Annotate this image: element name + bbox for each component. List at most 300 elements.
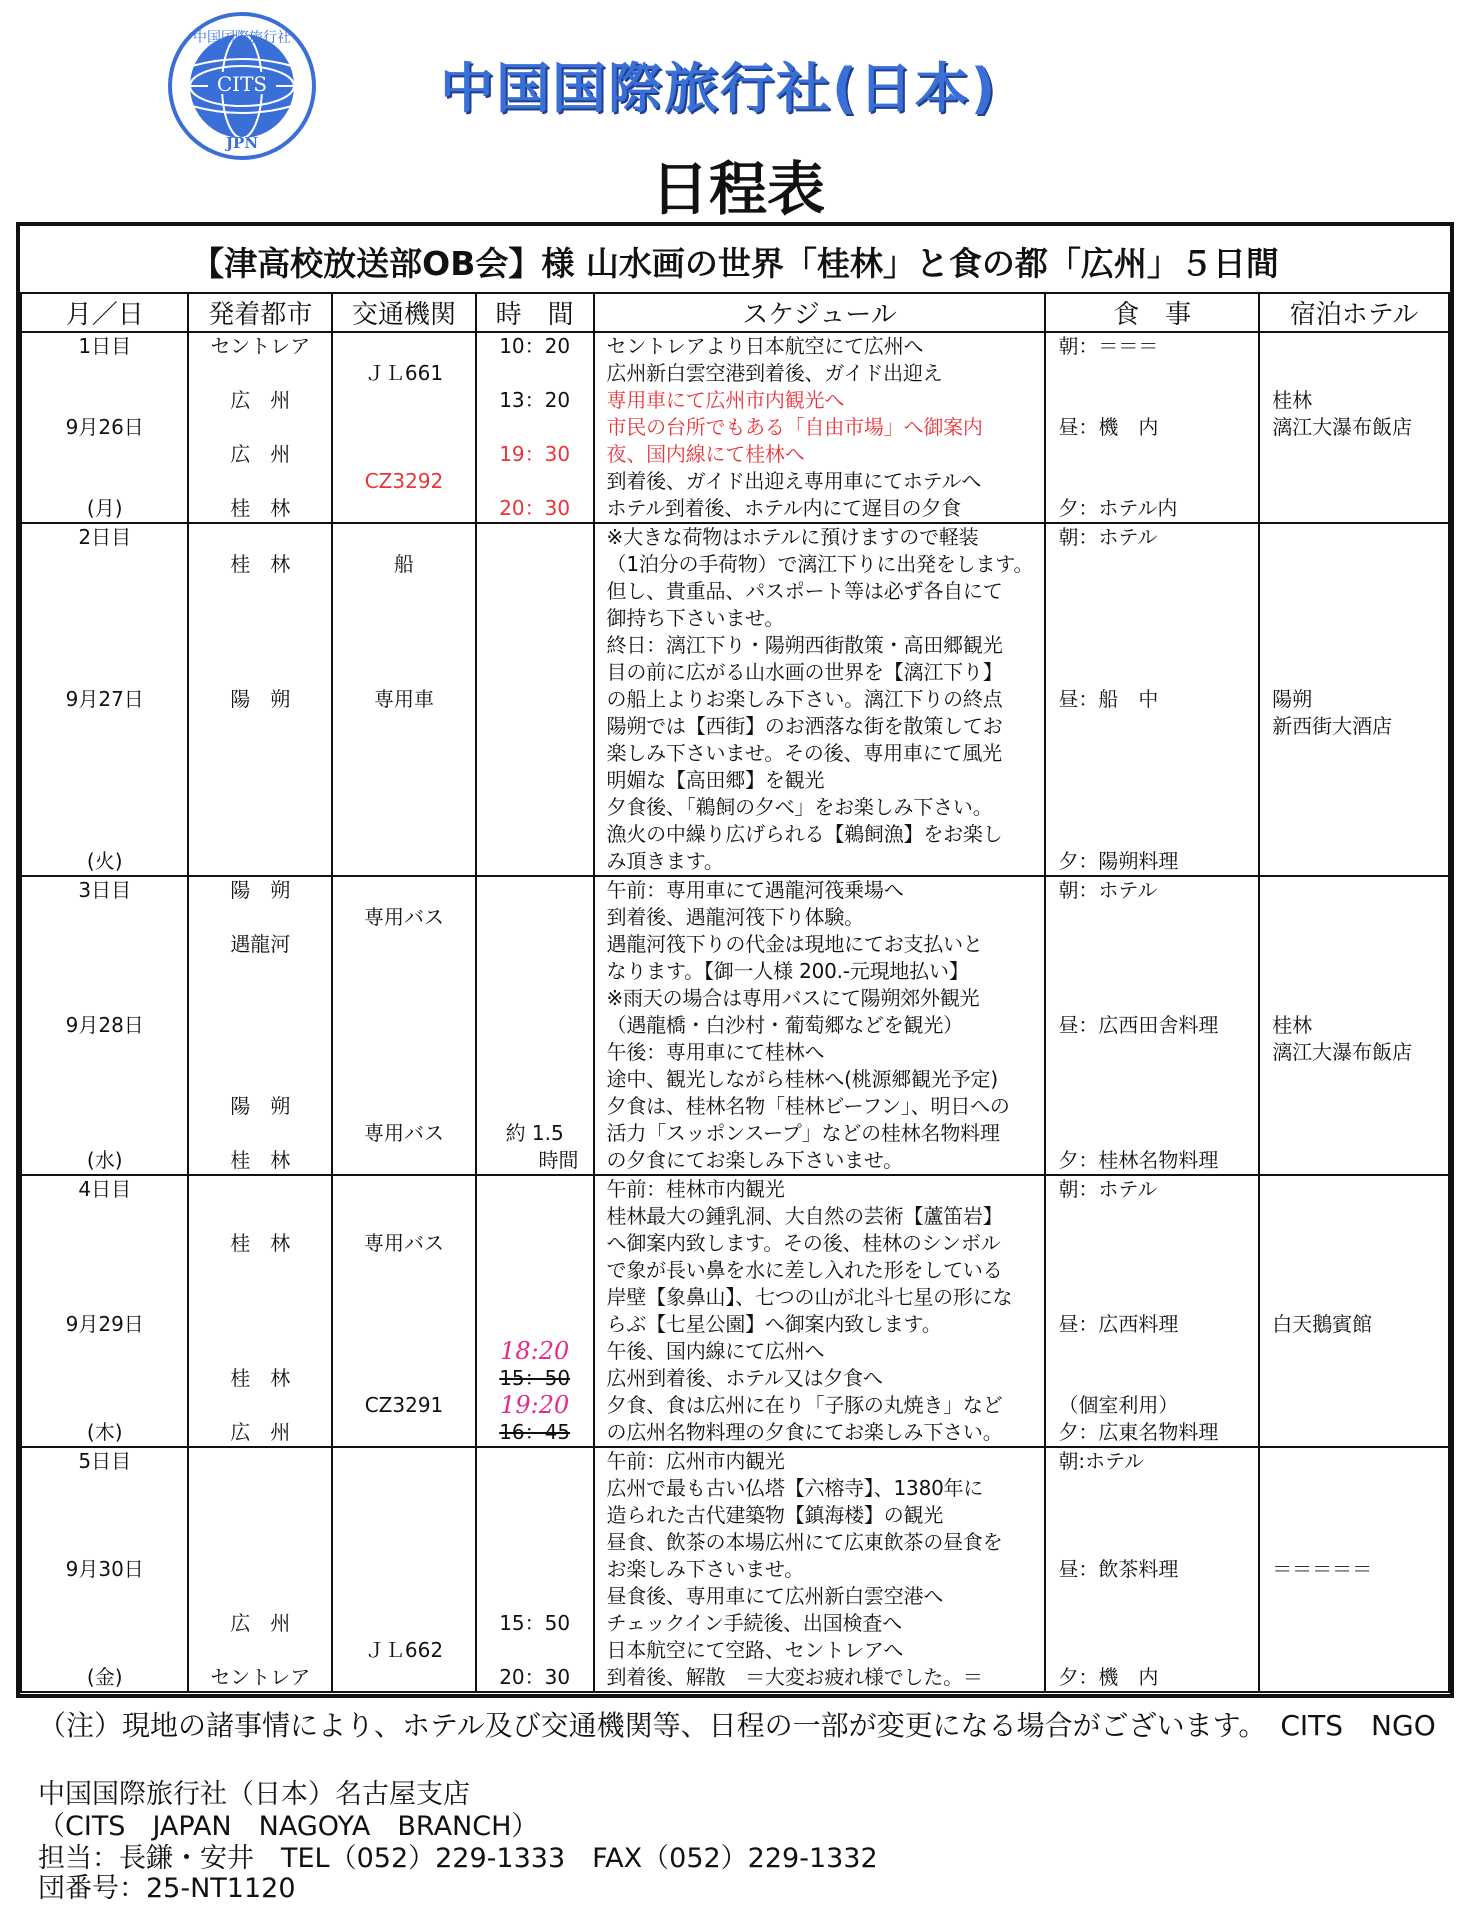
schedule-text: ※雨天の場合は専用バスにて陽朔郊外観光 [606, 986, 980, 1010]
city-text: 広 州 [230, 388, 291, 412]
blank-line [1260, 931, 1448, 958]
blank-line [1046, 1610, 1258, 1637]
blank-line [1046, 794, 1258, 821]
schedule-text: ※大きな荷物はホテルに預けますので軽装 [606, 525, 979, 549]
blank-line [1046, 468, 1258, 495]
blank-line [1260, 985, 1448, 1012]
blank-line [1260, 1093, 1448, 1120]
blank-line [22, 713, 187, 740]
blank-line [477, 1093, 593, 1120]
blank-line [1260, 1066, 1448, 1093]
time-text: 19:20 [500, 1392, 570, 1419]
blank-line [477, 767, 593, 794]
blank-line [1046, 1257, 1258, 1284]
blank-line [22, 1392, 187, 1419]
blank-line [477, 686, 593, 713]
meals-text: 夕：陽朔料理 [1058, 849, 1179, 873]
blank-line [477, 985, 593, 1012]
blank-line [1260, 877, 1448, 904]
blank-line [333, 414, 475, 441]
blank-line [1046, 1203, 1258, 1230]
blank-line [333, 767, 475, 794]
blank-line [1260, 632, 1448, 659]
city-text: 桂 林 [230, 552, 291, 576]
blank-line [1046, 1583, 1258, 1610]
blank-line [477, 1039, 593, 1066]
blank-line [333, 1093, 475, 1120]
blank-line [1046, 931, 1258, 958]
blank-line [189, 1637, 331, 1664]
blank-line [189, 1203, 331, 1230]
schedule-cell [594, 1175, 1046, 1447]
blank-line [477, 877, 593, 904]
hotel-text: 桂林 [1272, 1013, 1313, 1037]
blank-line [189, 848, 331, 875]
blank-line [22, 441, 187, 468]
blank-line [477, 468, 593, 495]
blank-line [1260, 1176, 1448, 1203]
schedule-text: 午前：桂林市内観光 [606, 1177, 785, 1201]
date-text: (水) [86, 1148, 123, 1172]
blank-line [477, 1502, 593, 1529]
schedule-text: 漁火の中繰り広げられる【鵜飼漁】をお楽し [606, 822, 1003, 846]
schedule-text: み頂きます。 [606, 849, 724, 873]
day-row [21, 1447, 1449, 1692]
blank-line [1260, 524, 1448, 551]
blank-line [333, 877, 475, 904]
blank-line [22, 767, 187, 794]
blank-line [189, 1039, 331, 1066]
blank-line [189, 1066, 331, 1093]
blank-line [333, 1583, 475, 1610]
blank-line [333, 605, 475, 632]
blank-line [22, 605, 187, 632]
col-header-date: 月／日 [21, 293, 188, 332]
meals-cell [1045, 332, 1259, 523]
hotel-cell [1259, 1175, 1449, 1447]
blank-line [477, 794, 593, 821]
blank-line [189, 713, 331, 740]
city-cell [188, 1447, 332, 1692]
blank-line [477, 931, 593, 958]
day-row [21, 1175, 1449, 1447]
blank-line [22, 740, 187, 767]
date-text: (金) [86, 1665, 123, 1689]
col-header-hotel: 宿泊ホテル [1259, 293, 1449, 332]
meals-text: 朝：ホテル [1058, 525, 1158, 549]
blank-line [1260, 1338, 1448, 1365]
schedule-text: 目の前に広がる山水画の世界を【漓江下り】 [606, 660, 1003, 684]
blank-line [333, 495, 475, 522]
blank-line [22, 1365, 187, 1392]
blank-line [477, 1311, 593, 1338]
city-text: セントレア [210, 1665, 311, 1689]
blank-line [22, 659, 187, 686]
date-text: (月) [86, 496, 123, 520]
schedule-text: 但し、貴重品、パスポート等は必ず各自にて [606, 579, 1003, 603]
blank-line [22, 1039, 187, 1066]
meals-text: 夕：機 内 [1058, 1665, 1159, 1689]
time-text: 16：45 [499, 1420, 571, 1444]
meals-text: 夕：広東名物料理 [1058, 1420, 1219, 1444]
hotel-text: 白天鵝賓館 [1272, 1312, 1373, 1336]
time-text: 20：30 [499, 1665, 571, 1689]
schedule-text: 明媚な【高田郷】を観光 [606, 768, 825, 792]
transport-text: 専用バス [363, 1231, 444, 1255]
blank-line [1046, 1284, 1258, 1311]
blank-line [189, 1448, 331, 1475]
blank-line [189, 1502, 331, 1529]
blank-line [1046, 632, 1258, 659]
blank-line [22, 468, 187, 495]
city-text: 陽 朔 [230, 687, 291, 711]
blank-line [333, 1610, 475, 1637]
time-cell [476, 1175, 594, 1447]
transport-cell [332, 876, 476, 1175]
blank-line [189, 578, 331, 605]
hotel-text: ＝＝＝＝＝ [1272, 1557, 1373, 1581]
blank-line [477, 1448, 593, 1475]
blank-line [1046, 713, 1258, 740]
blank-line [189, 1556, 331, 1583]
blank-line [22, 1066, 187, 1093]
hotel-cell [1259, 1447, 1449, 1692]
blank-line [1046, 1365, 1258, 1392]
city-cell [188, 523, 332, 876]
blank-line [333, 740, 475, 767]
blank-line [22, 1637, 187, 1664]
blank-line [1046, 551, 1258, 578]
blank-line [189, 1120, 331, 1147]
blank-line [1260, 1583, 1448, 1610]
hotel-text: 漓江大瀑布飯店 [1272, 415, 1413, 439]
city-text: 桂 林 [230, 1231, 291, 1255]
date-text: 9月30日 [65, 1557, 144, 1581]
schedule-table [20, 292, 1450, 1693]
change-notice: （注）現地の諸事情により、ホテル及び交通機関等、日程の一部が変更になる場合がございます。 CITS NGO [38, 1709, 1436, 1742]
schedule-text: チェックイン手続後、出国検査へ [606, 1611, 902, 1635]
transport-text: ＪＬ661 [364, 361, 444, 385]
schedule-text: 途中、観光しながら桂林へ(桃源郷観光予定) [606, 1067, 998, 1091]
blank-line [189, 1583, 331, 1610]
time-cell [476, 332, 594, 523]
schedule-text: 楽しみ下さいませ。その後、専用車にて風光 [606, 741, 1002, 765]
blank-line [1260, 794, 1448, 821]
city-cell [188, 332, 332, 523]
blank-line [333, 387, 475, 414]
blank-line [189, 1338, 331, 1365]
day-row [21, 523, 1449, 876]
time-text: 10：20 [499, 334, 571, 358]
logo-top-text: 中国国際旅行社 [193, 30, 291, 46]
date-cell [21, 1175, 188, 1447]
time-cell [476, 523, 594, 876]
blank-line [1260, 1147, 1448, 1174]
blank-line [1260, 1230, 1448, 1257]
blank-line [189, 524, 331, 551]
schedule-text: 到着後、ガイド出迎え専用車にてホテルへ [606, 469, 982, 493]
blank-line [1046, 1529, 1258, 1556]
blank-line [1260, 740, 1448, 767]
blank-line [22, 985, 187, 1012]
meals-text: 夕：ホテル内 [1058, 496, 1178, 520]
blank-line [22, 1583, 187, 1610]
blank-line [1260, 1529, 1448, 1556]
schedule-cell [594, 332, 1046, 523]
blank-line [189, 605, 331, 632]
blank-line [22, 1338, 187, 1365]
blank-line [477, 1284, 593, 1311]
schedule-cell [594, 1447, 1046, 1692]
blank-line [333, 985, 475, 1012]
transport-text: CZ3291 [364, 1393, 444, 1417]
blank-line [22, 794, 187, 821]
blank-line [333, 794, 475, 821]
schedule-text: なります。【御一人様 200.-元現地払い】 [606, 959, 969, 983]
time-text: 時間 [538, 1148, 579, 1172]
blank-line [189, 360, 331, 387]
blank-line [477, 360, 593, 387]
blank-line [333, 1012, 475, 1039]
logo-middle-text: CITS [216, 72, 268, 96]
footer-group-number: 団番号：25-NT1120 [38, 1873, 296, 1904]
schedule-text: で象が長い鼻を水に差し入れた形をしている [606, 1258, 1003, 1282]
schedule-cell [594, 523, 1046, 876]
blank-line [477, 1637, 593, 1664]
blank-line [22, 1529, 187, 1556]
city-text: 陽 朔 [230, 878, 291, 902]
blank-line [1260, 1664, 1448, 1691]
date-text: (木) [86, 1420, 123, 1444]
footer-contact: 担当：長鎌・安井 TEL（052）229-1333 FAX（052）229-1332 [38, 1843, 878, 1874]
col-header-schedule: スケジュール [594, 293, 1046, 332]
schedule-text: 活力「スッポンスープ」などの桂林名物料理 [606, 1121, 1000, 1145]
schedule-text: （1泊分の手荷物）で漓江下りに出発をします。 [606, 552, 1034, 576]
time-cell [476, 1447, 594, 1692]
blank-line [1046, 740, 1258, 767]
schedule-text: 遇龍河筏下りの代金は現地にてお支払いと [606, 932, 983, 956]
date-cell [21, 876, 188, 1175]
meals-text: 夕：桂林名物料理 [1058, 1148, 1219, 1172]
footer-branch-english: （CITS JAPAN NAGOYA BRANCH） [38, 1811, 539, 1842]
city-text: 広 州 [230, 1611, 291, 1635]
meals-text: 昼：広西田舎料理 [1058, 1013, 1219, 1037]
schedule-text: （遇龍橋・白沙村・葡萄郷などを観光） [606, 1013, 963, 1037]
blank-line [333, 931, 475, 958]
blank-line [477, 1066, 593, 1093]
blank-line [1260, 1475, 1448, 1502]
meals-text: 昼：機 内 [1058, 415, 1159, 439]
transport-text: ＪＬ662 [364, 1638, 444, 1662]
table-header-row [21, 293, 1449, 332]
city-cell [188, 876, 332, 1175]
blank-line [189, 1284, 331, 1311]
blank-line [1260, 1203, 1448, 1230]
schedule-text: ホテル到着後、ホテル内にて遅目の夕食 [606, 496, 961, 520]
time-text: 15：50 [499, 1366, 571, 1390]
blank-line [1046, 605, 1258, 632]
schedule-text: 桂林最大の鍾乳洞、大自然の芸術【蘆笛岩】 [606, 1204, 1003, 1228]
schedule-text: 午前：広州市内観光 [606, 1449, 785, 1473]
blank-line [333, 1147, 475, 1174]
blank-line [1046, 1093, 1258, 1120]
meals-text: 昼：船 中 [1058, 687, 1159, 711]
schedule-text: 昼食、飲茶の本場広州にて広東飲茶の昼食を [606, 1530, 1003, 1554]
blank-line [477, 659, 593, 686]
blank-line [189, 1176, 331, 1203]
blank-line [1260, 1419, 1448, 1446]
blank-line [1260, 333, 1448, 360]
col-header-time: 時 間 [476, 293, 594, 332]
date-text: (火) [86, 849, 123, 873]
city-text: 桂 林 [230, 496, 291, 520]
blank-line [333, 958, 475, 985]
blank-line [189, 740, 331, 767]
blank-line [477, 821, 593, 848]
blank-line [189, 904, 331, 931]
time-text: 20：30 [499, 496, 571, 520]
blank-line [333, 441, 475, 468]
blank-line [1260, 958, 1448, 985]
blank-line [333, 1556, 475, 1583]
blank-line [477, 740, 593, 767]
hotel-text: 陽朔 [1272, 687, 1313, 711]
blank-line [1046, 1066, 1258, 1093]
time-text: 15：50 [499, 1611, 571, 1635]
blank-line [477, 578, 593, 605]
transport-text: 専用車 [373, 687, 434, 711]
schedule-text: 夕食、食は広州に在り「子豚の丸焼き」など [606, 1393, 1003, 1417]
blank-line [1260, 441, 1448, 468]
transport-cell [332, 523, 476, 876]
blank-line [477, 904, 593, 931]
city-cell [188, 1175, 332, 1447]
schedule-text: 広州新白雲空港到着後、ガイド出迎え [606, 361, 943, 385]
blank-line [189, 958, 331, 985]
blank-line [477, 1257, 593, 1284]
date-text: 4日目 [78, 1177, 132, 1201]
blank-line [1046, 821, 1258, 848]
schedule-text: 広州で最も古い仏塔【六榕寺】、1380年に [606, 1476, 984, 1500]
hotel-cell [1259, 876, 1449, 1175]
date-text: 2日目 [78, 525, 132, 549]
blank-line [1260, 1392, 1448, 1419]
blank-line [1260, 1120, 1448, 1147]
blank-line [1260, 1257, 1448, 1284]
blank-line [22, 931, 187, 958]
blank-line [22, 904, 187, 931]
transport-cell [332, 1447, 476, 1692]
blank-line [1046, 904, 1258, 931]
blank-line [1260, 659, 1448, 686]
blank-line [477, 1203, 593, 1230]
day-row [21, 876, 1449, 1175]
blank-line [22, 1284, 187, 1311]
meals-text: 朝:ホテル [1058, 1449, 1145, 1473]
blank-line [189, 1012, 331, 1039]
blank-line [477, 524, 593, 551]
blank-line [1260, 848, 1448, 875]
blank-line [1260, 605, 1448, 632]
blank-line [333, 333, 475, 360]
schedule-text: 陽朔では【西街】のお洒落な街を散策してお [606, 714, 1003, 738]
blank-line [22, 1093, 187, 1120]
blank-line [333, 1502, 475, 1529]
blank-line [1260, 1365, 1448, 1392]
blank-line [1260, 360, 1448, 387]
blank-line [333, 1284, 475, 1311]
blank-line [1046, 985, 1258, 1012]
hotel-text: 漓江大瀑布飯店 [1272, 1040, 1413, 1064]
blank-line [1046, 1230, 1258, 1257]
hotel-cell [1259, 523, 1449, 876]
blank-line [22, 551, 187, 578]
schedule-text: 夜、国内線にて桂林へ [606, 442, 805, 466]
meals-text: 昼：飲茶料理 [1058, 1557, 1179, 1581]
city-text: 広 州 [230, 1420, 291, 1444]
date-text: 9月26日 [65, 415, 144, 439]
transport-text: 専用バス [363, 905, 444, 929]
blank-line [1260, 767, 1448, 794]
date-cell [21, 332, 188, 523]
blank-line [22, 1120, 187, 1147]
blank-line [477, 605, 593, 632]
schedule-text: の船上よりお楽しみ下さい。漓江下りの終点 [606, 687, 1003, 711]
date-text: 9月29日 [65, 1312, 144, 1336]
day-row [21, 332, 1449, 523]
blank-line [1260, 1637, 1448, 1664]
blank-line [22, 958, 187, 985]
transport-cell [332, 332, 476, 523]
blank-line [477, 848, 593, 875]
schedule-text: 午後：専用車にて桂林へ [606, 1040, 825, 1064]
blank-line [1046, 1502, 1258, 1529]
blank-line [477, 1583, 593, 1610]
schedule-text: の広州名物料理の夕食にてお楽しみ下さい。 [606, 1420, 1003, 1444]
footer-branch-name: 中国国際旅行社（日本）名古屋支店 [38, 1779, 470, 1810]
schedule-text: 午前：専用車にて遇龍河筏乗場へ [606, 878, 904, 902]
transport-text: 船 [393, 552, 414, 576]
meals-cell [1045, 1175, 1259, 1447]
col-header-city: 発着都市 [188, 293, 332, 332]
cits-logo [162, 12, 322, 160]
city-text: セントレア [210, 334, 311, 358]
blank-line [1046, 1475, 1258, 1502]
blank-line [333, 632, 475, 659]
blank-line [333, 821, 475, 848]
blank-line [1046, 1338, 1258, 1365]
blank-line [1046, 659, 1258, 686]
blank-line [333, 1419, 475, 1446]
tour-title: 【津高校放送部OB会】様 山水画の世界「桂林」と食の都「広州」５日間 [191, 244, 1279, 283]
schedule-text: 広州到着後、ホテル又は夕食へ [606, 1366, 883, 1390]
blank-line [22, 1502, 187, 1529]
blank-line [22, 387, 187, 414]
blank-line [1260, 1610, 1448, 1637]
schedule-text: 造られた古代建築物【鎮海楼】の観光 [606, 1503, 944, 1527]
meals-cell [1045, 876, 1259, 1175]
blank-line [1260, 821, 1448, 848]
blank-line [333, 524, 475, 551]
schedule-text: 午後、国内線にて広州へ [606, 1339, 825, 1363]
blank-line [1046, 387, 1258, 414]
blank-line [1260, 578, 1448, 605]
schedule-frame [16, 222, 1454, 1698]
schedule-text: 昼食後、専用車にて広州新白雲空港へ [606, 1584, 944, 1608]
blank-line [1046, 578, 1258, 605]
logo-bottom-text: JPN [225, 134, 259, 152]
blank-line [1260, 495, 1448, 522]
